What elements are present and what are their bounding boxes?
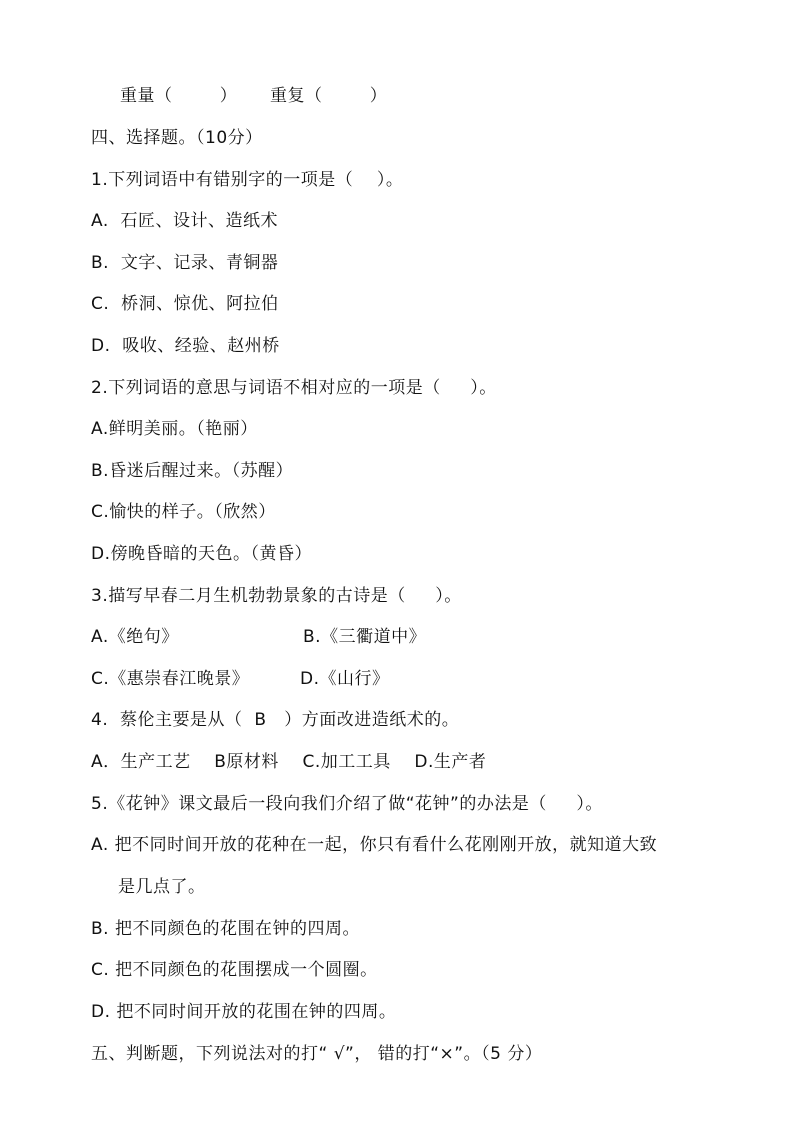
word-item-zhongliang: 重量（ ）: [120, 86, 238, 106]
question-2-option-b: B.昏迷后醒过来。（苏醒）: [91, 461, 294, 481]
question-2-option-a: A.鲜明美丽。（艳丽）: [91, 419, 258, 439]
question-1-option-b: B. 文字、记录、青铜器: [91, 253, 279, 273]
question-3-option-a: A.《绝句》: [91, 627, 179, 647]
question-1-option-c: C. 桥洞、惊优、阿拉伯: [91, 294, 279, 314]
question-5-option-a-line1: A. 把不同时间开放的花种在一起，你只有看什么花刚刚开放，就知道大致: [91, 835, 658, 855]
question-1-option-a: A. 石匠、设计、造纸术: [91, 211, 279, 231]
question-3-option-c: C.《惠崇春江晚景》: [91, 669, 250, 689]
question-2-option-c: C.愉快的样子。（欣然）: [91, 502, 276, 522]
word-item-chongfu: 重复（ ）: [270, 86, 388, 106]
question-1-option-d: D. 吸收、经验、赵州桥: [91, 336, 280, 356]
question-5-option-d: D. 把不同时间开放的花围在钟的四周。: [91, 1002, 397, 1022]
question-3-option-d: D.《山行》: [300, 669, 390, 689]
question-4-options: A．生产工艺 B原材料 C.加工工具 D.生产者: [91, 752, 487, 772]
question-3-option-b: B.《三衢道中》: [303, 627, 427, 647]
section-heading-choice: 四、选择题。（10分）: [91, 128, 263, 148]
question-5-option-b: B. 把不同颜色的花围在钟的四周。: [91, 919, 360, 939]
question-4: 4. 蔡伦主要是从（ B ）方面改进造纸术的。: [91, 710, 460, 730]
question-2: 2.下列词语的意思与词语不相对应的一项是（ ）。: [91, 378, 497, 398]
question-5-option-a-line2: 是几点了。: [118, 877, 206, 897]
question-1: 1.下列词语中有错别字的一项是（ ）。: [91, 170, 404, 190]
question-2-option-d: D.傍晚昏暗的天色。（黄昏）: [91, 544, 312, 564]
section-heading-true-false: 五、判断题，下列说法对的打“ √”， 错的打“×”。（5 分）: [91, 1044, 543, 1064]
question-5: 5.《花钟》课文最后一段向我们介绍了做“花钟”的办法是（ ）。: [91, 794, 603, 814]
question-5-option-c: C. 把不同颜色的花围摆成一个圆圈。: [91, 960, 378, 980]
question-3: 3.描写早春二月生机勃勃景象的古诗是（ ）。: [91, 586, 462, 606]
